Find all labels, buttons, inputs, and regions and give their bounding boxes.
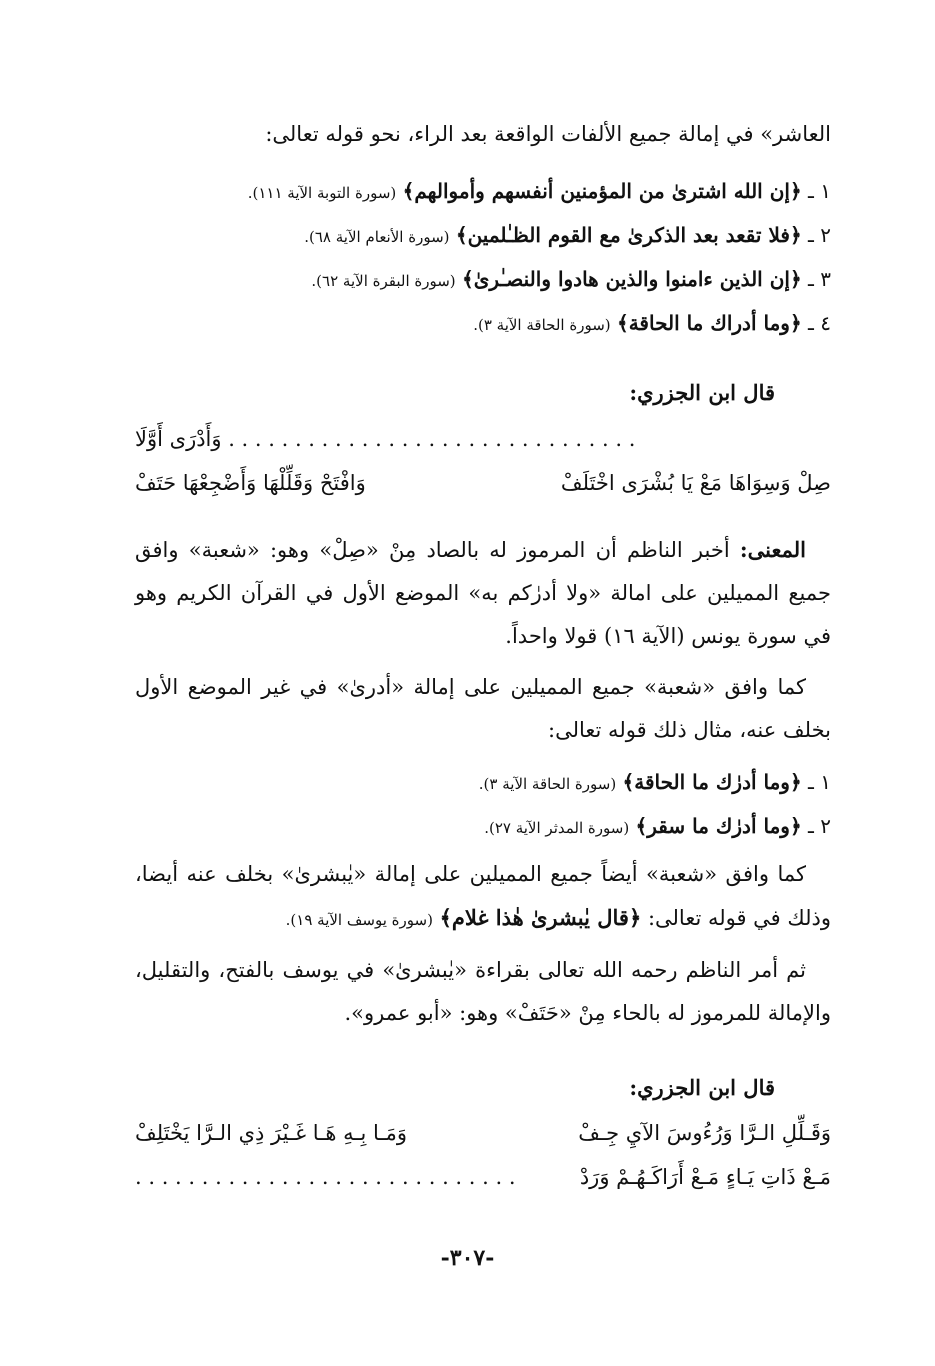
surah-reference: (سورة يوسف الآية ١٩). [285, 911, 433, 929]
item-number: ٢ ـ [808, 814, 831, 838]
poem-hemistich-second: وَافْتَحْ وَقَلِّلْهَا وَأَضْجِعْهَا حَتَفْ [135, 471, 366, 495]
verse-quote: ﴿وما أدرٰك ما الحاقة﴾ [622, 770, 802, 794]
item-number: ٣ ـ [808, 267, 831, 291]
paragraph [135, 853, 831, 942]
list-item [135, 761, 831, 805]
verse-quote: ﴿إن الله اشترىٰ من المؤمنين أنفسهم وأموالهم﴾ [402, 179, 802, 203]
meaning-label: المعنى: [739, 537, 807, 562]
quran-list-2 [135, 761, 831, 849]
section-heading: قال ابن الجزري: [629, 1075, 775, 1100]
section-heading: قال ابن الجزري: [629, 380, 775, 405]
poem-hemistich-first: مَـعْ ذَاتِ يَـاءٍ مَـعْ أَرَاكَـهُـمْ وَرَدْ [579, 1165, 831, 1189]
page-number: -٣٠٧- [440, 1245, 495, 1271]
paragraph-text: كما وافق «شعبة» أيضاً جميع المميلين على إمالة «يٰبشرىٰ» بخلف عنه أيضا، وذلك في قوله تعالى: [135, 862, 831, 930]
poem-hemistich-second: . . . . . . . . . . . . . . . . . . . . . . . . . . . . . [135, 1165, 516, 1189]
surah-reference: (سورة البقرة الآية ٦٢). [311, 272, 456, 290]
item-number: ٢ ـ [808, 223, 831, 247]
verse-quote: ﴿وما أدراك ما الحاقة﴾ [616, 311, 802, 335]
poem-hemistich-second: وَمَـا بِـهِ هَـا غَـيْرَ ذِي الـرَّا يَخْتَلِفْ [135, 1121, 407, 1145]
poem-hemistich-first: وَقَـلِّلِ الـرَّا وَرُءُوسَ الآيِ جِـفْ [578, 1121, 831, 1145]
verse-quote: ﴿فلا تقعد بعد الذكرىٰ مع القوم الظـٰلمين﴾ [455, 223, 802, 247]
list-item [135, 302, 831, 346]
item-number: ١ ـ [808, 770, 831, 794]
verse-quote: ﴿إن الذين ءامنوا والذين هادوا والنصـٰرىٰ﴾ [462, 267, 802, 291]
item-number: ٤ ـ [808, 311, 831, 335]
poem-line [135, 1121, 831, 1165]
list-item [135, 258, 831, 302]
paragraph: كما وافق «شعبة» جميع المميلين على إمالة «أدرىٰ» في غير الموضع الأول بخلف عنه، مثال ذلك قوله تعالى: [135, 675, 831, 742]
paragraph: ثم أمر الناظم رحمه الله تعالى بقراءة «يٰبشرىٰ» في يوسف بالفتح، والتقليل، والإمالة للمرموز له بالحاء مِنْ «حَتَفْ» وهو: «أبو عمرو». [135, 958, 831, 1025]
list-item [135, 170, 831, 214]
surah-reference: (سورة المدثر الآية ٢٧). [484, 819, 630, 837]
intro-line: العاشر» في إمالة جميع الألفات الواقعة بعد الراء، نحو قوله تعالى: [265, 122, 831, 146]
verse-quote: ﴿قال يٰبشرىٰ هٰذا غلام﴾ [439, 905, 642, 930]
quran-list-1 [135, 170, 831, 346]
list-item [135, 805, 831, 849]
poem-hemistich-first: صِلْ وَسِوَاهَا مَعْ يَا بُشْرَى اخْتَلَفْ [560, 471, 831, 495]
surah-reference: (سورة الأنعام الآية ٦٨). [304, 228, 450, 246]
list-item [135, 214, 831, 258]
surah-reference: (سورة التوبة الآية ١١١). [247, 184, 397, 202]
verse-quote: ﴿وما أدرٰك ما سقر﴾ [635, 814, 802, 838]
paragraph-text: أخبر الناظم أن المرموز له بالصاد مِنْ «صِلْ» وهو: «شعبة» وافق جميع المميلين على امالة «ولا أدرٰكم به» الموضع الأول في القرآن الكريم وهو في سورة يونس (الآية ١٦) قولا واحداً. [135, 538, 831, 648]
item-number: ١ ـ [808, 179, 831, 203]
poem-line [135, 471, 831, 515]
surah-reference: (سورة الحاقة الآية ٣). [478, 775, 617, 793]
poem-hemistich-second: . . . . . . . . . . . . . . . . . . . . . . . . . . . . . . . وَأَدْرَى أَوَّلَا [135, 427, 636, 451]
surah-reference: (سورة الحاقة الآية ٣). [473, 316, 611, 334]
poem-line [135, 427, 831, 471]
poem-line [135, 1165, 831, 1209]
paragraph-meaning [135, 528, 831, 658]
